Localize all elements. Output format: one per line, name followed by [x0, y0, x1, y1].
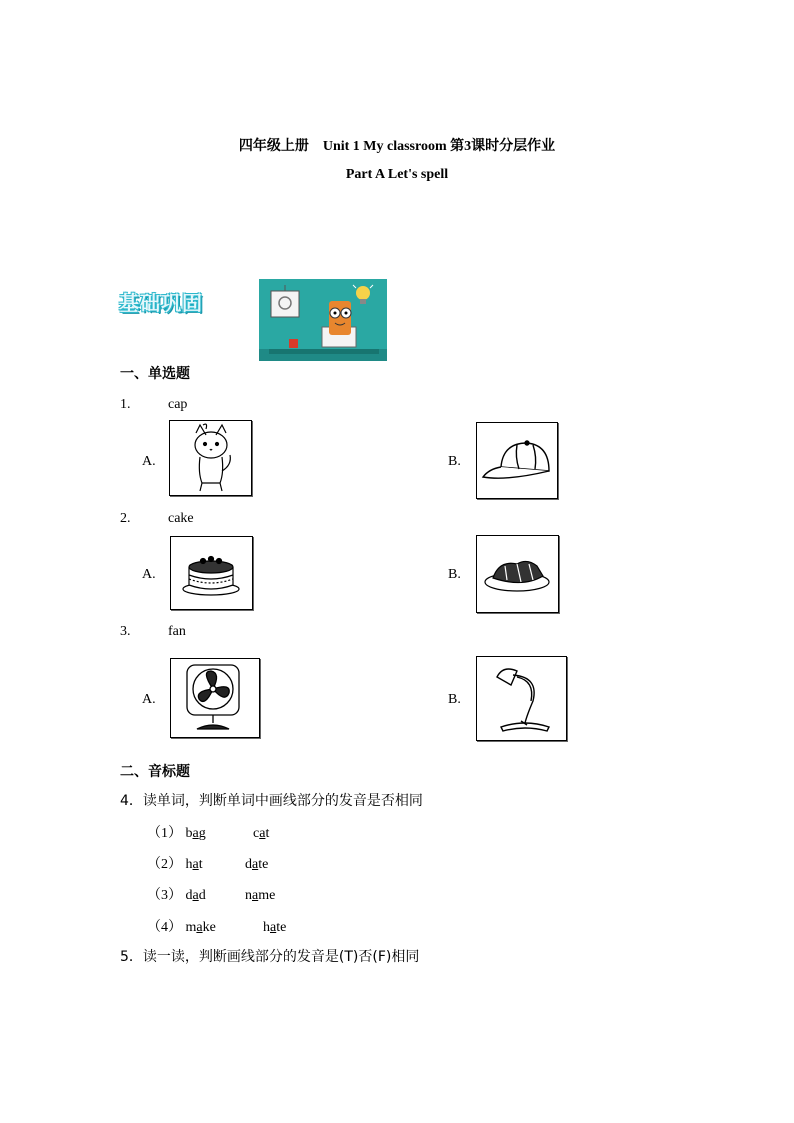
question-number: 2. — [120, 511, 131, 526]
option-a-cake-picture[interactable] — [170, 536, 253, 610]
section-title-single-choice: 一、单选题 — [120, 366, 190, 382]
word-1: dad — [185, 888, 206, 903]
word-2: hate — [263, 920, 287, 935]
question-number: 1. — [120, 397, 131, 412]
option-a-label: A. — [142, 567, 156, 582]
item-number: （1） — [147, 826, 182, 841]
question-number: 3. — [120, 624, 131, 639]
word-1: bag — [185, 826, 206, 841]
word-2: name — [245, 888, 276, 903]
option-b-label: B. — [448, 567, 461, 582]
option-b-lamp-picture[interactable] — [476, 656, 567, 741]
option-b-label: B. — [448, 454, 461, 469]
page-subtitle: Part A Let's spell — [345, 167, 449, 182]
word-1: hat — [185, 857, 203, 872]
phonics-item — [147, 884, 275, 904]
option-b-label: B. — [448, 692, 461, 707]
phonics-item — [147, 822, 269, 842]
word-2: date — [245, 857, 269, 872]
option-b-cap-picture[interactable] — [476, 422, 558, 499]
item-number: （3） — [147, 888, 182, 903]
phonics-item — [147, 853, 268, 873]
phonics-item — [147, 916, 286, 936]
word-2: cat — [253, 826, 270, 841]
word-1: make — [185, 920, 216, 935]
question-word: cake — [168, 511, 194, 526]
cap-icon — [477, 423, 557, 498]
option-a-fan-picture[interactable] — [170, 658, 260, 738]
option-a-label: A. — [142, 454, 156, 469]
lamp-icon — [477, 657, 566, 740]
question-5-prompt: 5．读一读，判断画线部分的发音是(T)否(F)相同 — [120, 949, 420, 965]
cat-icon — [170, 421, 251, 495]
section-banner-label: 基础巩固 — [119, 291, 203, 315]
cake-icon — [171, 537, 252, 609]
question-word: fan — [168, 624, 186, 639]
item-number: （4） — [147, 920, 182, 935]
page-title: 四年级上册 Unit 1 My classroom 第3课时分层作业 — [238, 139, 556, 154]
bread-icon — [477, 536, 558, 612]
option-a-label: A. — [142, 692, 156, 707]
question-4-prompt: 4．读单词，判断单词中画线部分的发音是否相同 — [120, 793, 423, 809]
banner-illustration — [259, 279, 387, 361]
option-b-bread-picture[interactable] — [476, 535, 559, 613]
fan-icon — [171, 659, 259, 737]
item-number: （2） — [147, 857, 182, 872]
question-word: cap — [168, 397, 188, 412]
section-title-phonics: 二、音标题 — [120, 764, 190, 780]
option-a-cat-picture[interactable] — [169, 420, 252, 496]
